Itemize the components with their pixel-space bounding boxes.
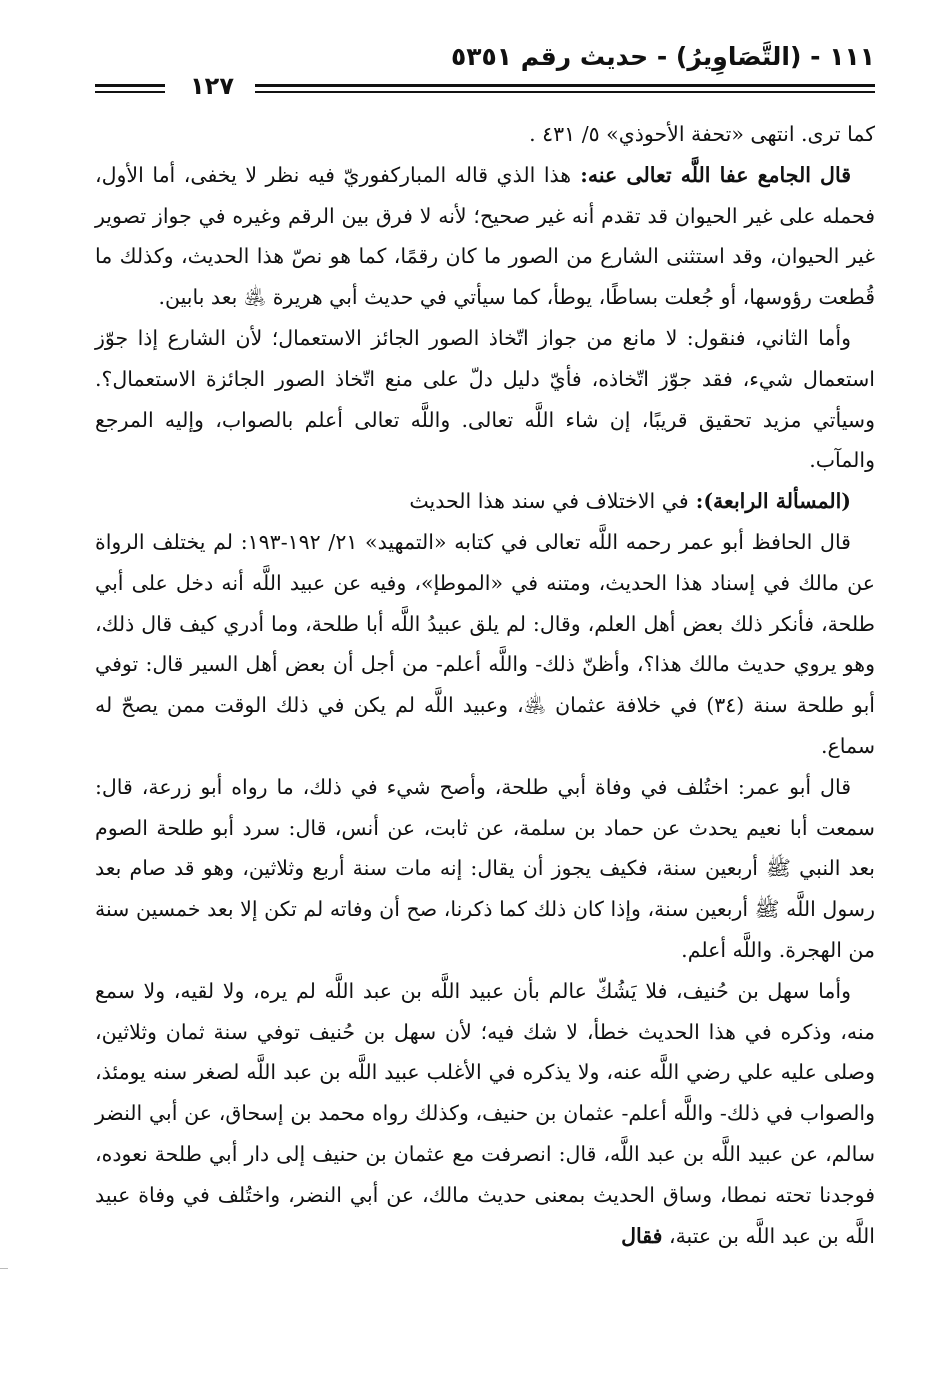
page-header [95, 38, 875, 100]
paragraph-tail: فقال [621, 1223, 663, 1248]
header-rule [95, 72, 875, 100]
running-title: ١١١ - (التَّصَاوِيرُ) - حديث رقم ٥٣٥١ [451, 42, 875, 71]
paragraph-second-point [95, 318, 875, 481]
section-heading-lead: (المسألة الرابعة): [688, 489, 851, 514]
paragraph-text: هذا الذي قاله المباركفوريّ فيه نظر لا يخفى، أما الأول، فحمله على غير الحيوان قد تقدم أنه غير صحيح؛ لأنه لا فرق بين الرقم وغيره في جواز تصوير غير الحيوان، وقد استثنى الشارع من الصور ما كان رقمًا، كما هو نصّ هذا الحديث، وكذلك ما قُطعت رؤوسها، أو جُعلت بساطًا، يوطأ، كما سيأتي في حديث أبي هريرة ﵁ بعد بابين. [95, 162, 875, 310]
paragraph-text: قال أبو عمر: اختُلف في وفاة أبي طلحة، وأصح شيء في ذلك، ما رواه أبو زرعة، قال: سمعت أبا نعيم يحدث عن حماد بن سلمة، عن ثابت، عن أنس، قال: سرد أبو طلحة الصوم بعد النبي ﷺ أربعين سنة، فكيف يجوز أن يقال: إنه مات سنة أربع وثلاثين، وهو قد صام بعد رسول اللَّه ﷺ أربعين سنة، وإذا كان ذلك كما ذكرنا، صح أن وفاته لم تكن إلا بعد خمسين سنة من الهجرة. واللَّه أعلم. [95, 774, 875, 962]
paragraph-text: وأما سهل بن حُنيف، فلا يَشُكّ عالم بأن عبيد اللَّه بن عبد اللَّه لم يره، ولا لقيه، ولا سمع منه، وذكره في هذا الحديث خطأ، لا شك فيه؛ لأن سهل بن حُنيف توفي سنة ثمان وثلاثين، وصلى عليه علي رضي اللَّه عنه، ولا يذكره في الأغلب عبيد اللَّه بن عبد اللَّه لصغر سنه يومئذ، والصواب في ذلك- واللَّه أعلم- عثمان بن حنيف، وكذلك رواه محمد بن إسحاق، عن أبي النضر سالم، عن عبيد اللَّه بن عبد اللَّه، قال: انصرفت مع عثمان بن حنيف إلى دار أبي طلحة نعوده، فوجدنا تحته نمطا، وساق الحديث بمعنى حديث مالك، عن أبي النضر، واختُلف في وفاة عبيد اللَّه بن عبد اللَّه بن عتبة، [95, 978, 875, 1248]
paragraph-ibn-abd-al-barr [95, 522, 875, 767]
paragraph-text: وأما الثاني، فنقول: لا مانع من جواز اتّخاذ الصور الجائز الاستعمال؛ لأن الشارع إذا جوّز استعمال شيء، فقد جوّز اتّخاذه، فأيّ دليل دلّ على منع اتّخاذ الصور الجائزة الاستعمال؟. وسيأتي مزيد تحقيق قريبًا، إن شاء اللَّه تعالى. واللَّه تعالى أعلم بالصواب، وإليه المرجع والمآب. [95, 325, 875, 473]
section-heading-fourth-issue [95, 481, 875, 522]
paragraph-jami-comment [95, 155, 875, 318]
scan-edge-mark [0, 1268, 8, 1269]
page-number: ١٢٧ [190, 72, 234, 100]
header-rule-right [255, 84, 875, 93]
paragraph-text: كما ترى. انتهى «تحفة الأحوذي» ٥/ ٤٣١ . [529, 122, 875, 146]
header-rule-left [95, 84, 165, 93]
paragraph-sahl-bin-hunaif [95, 971, 875, 1257]
paragraph-abu-umar [95, 767, 875, 971]
section-heading-text: في الاختلاف في سند هذا الحديث [409, 489, 689, 514]
paragraph-lead: قال الجامع عفا اللَّه تعالى عنه: [571, 162, 851, 187]
paragraph-text: قال الحافظ أبو عمر رحمه اللَّه تعالى في كتابه «التمهيد» ٢١/ ١٩٢-١٩٣: لم يختلف الرواة عن مالك في إسناد هذا الحديث، ومتنه في «الموطإ»، وفيه عن عبيد اللَّه أنه دخل على أبي طلحة، فأنكر ذلك بعض أهل العلم، وقال: لم يلق عبيدُ اللَّه أبا طلحة، وما أدري كيف قال ذلك، وهو يروي حديث مالك هذا؟، وأظنّ ذلك- واللَّه أعلم- من أجل أن بعض أهل السير قال: توفي أبو طلحة سنة (٣٤) في خلافة عثمان ﵁، وعبيد اللَّه لم يكن في ذلك الوقت ممن يصحّ له سماع. [95, 529, 876, 758]
main-text [95, 114, 875, 1256]
paragraph-continuation [95, 114, 875, 155]
